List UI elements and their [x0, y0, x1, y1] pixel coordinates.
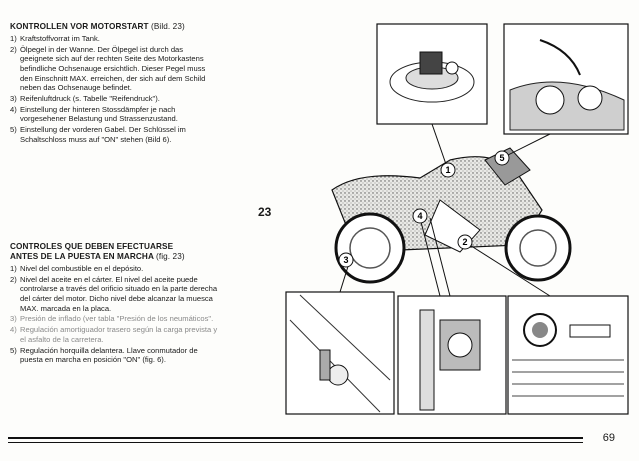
item-number: 5): [10, 345, 17, 355]
list-item: [10, 264, 218, 274]
list-item: [10, 346, 218, 365]
heading-spanish-line1: CONTROLES QUE DEBEN EFECTUARSE: [10, 242, 174, 251]
item-number: 4): [10, 104, 17, 114]
list-item: [10, 94, 218, 104]
list-spanish: [10, 264, 218, 365]
inset-tire-gauge: [286, 292, 394, 414]
heading-german: [10, 22, 218, 32]
inset-shock-absorber: [398, 296, 506, 414]
callout-3: [339, 253, 353, 267]
list-item: [10, 314, 218, 324]
item-number: 1): [10, 264, 17, 273]
item-number: 2): [10, 44, 17, 54]
list-item: [10, 325, 218, 344]
inset-oil-level: [508, 296, 628, 414]
item-number: 3): [10, 314, 17, 324]
item-number: 5): [10, 125, 17, 135]
list-item: [10, 105, 218, 124]
callout-5: [495, 151, 509, 165]
heading-german-ref: (Bild. 23): [151, 22, 185, 31]
callout-4-label: 4: [417, 211, 423, 221]
figure-number: 23: [258, 205, 272, 219]
callout-5-label: 5: [499, 153, 505, 163]
item-number: 2): [10, 274, 17, 284]
callout-3-label: 3: [343, 255, 349, 265]
inset-fork: [504, 24, 628, 134]
heading-spanish-line2: ANTES DE LA PUESTA EN MARCHA: [10, 252, 154, 261]
list-item: [10, 45, 218, 93]
motorcycle-illustration: [280, 20, 634, 430]
list-item: [10, 275, 218, 313]
item-text: Einstellung der hinteren Stossdämpfer je nach vorgesehener Belastung und Strassenzustand.: [20, 104, 178, 124]
callout-1: [441, 163, 455, 177]
item-text: Ölpegel in der Wanne. Der Ölpegel ist durch das geeignete sich auf der rechten Seite des Motorkastens befindliche Ochsenauge ersichtlich. Dieser Pegel muss den Einschnitt MAX. erreichen, der sich auf dem Schild neben das Ochsenauge befindet.: [20, 44, 206, 93]
item-text: Nivel del aceite en el cárter. El nivel del aceite puede controlarse a través del orificio situado en la parte derecha del cárter del motor. Dicho nivel debe alcanzar la muesca MAX. marcada en la placa.: [20, 274, 218, 313]
item-text: Einstellung der vorderen Gabel. Der Schlüssel im Schaltschloss muss auf "ON" stehen (Bild 6).: [20, 125, 186, 144]
item-text: Presión de inflado (ver tabla "Presión de los neumáticos".: [20, 314, 214, 324]
list-item: [10, 125, 218, 144]
heading-german-text: KONTROLLEN VOR MOTORSTART: [10, 22, 149, 31]
callout-1-label: 1: [445, 165, 451, 175]
list-item: [10, 34, 218, 44]
footer-rule: [8, 437, 583, 439]
item-text: Regulación horquilla delantera. Llave conmutador de puesta en marcha en posición "ON" (fig. 6).: [20, 345, 198, 365]
footer-rule-thin: [8, 442, 583, 443]
item-text: Regulación amortiguador trasero según la carga prevista y el asfalto de la carretera.: [20, 325, 218, 344]
item-number: 3): [10, 93, 17, 103]
item-number: 1): [10, 34, 17, 43]
inset-fuel-tank: [377, 24, 487, 124]
callout-2-label: 2: [462, 237, 468, 247]
heading-spanish: [10, 242, 218, 262]
callout-4: [413, 209, 427, 223]
section-spanish: [10, 242, 218, 366]
item-text: Kraftstoffvorrat im Tank.: [20, 34, 100, 43]
item-text: Nivel del combustible en el depósito.: [20, 264, 144, 273]
heading-spanish-ref: (fig. 23): [156, 252, 185, 261]
section-german: [10, 22, 218, 145]
page-number: 69: [602, 432, 615, 444]
item-text: Reifenluftdruck (s. Tabelle "Reifendruck").: [20, 93, 160, 103]
item-number: 4): [10, 325, 17, 335]
list-german: [10, 34, 218, 144]
callout-2: [458, 235, 472, 249]
